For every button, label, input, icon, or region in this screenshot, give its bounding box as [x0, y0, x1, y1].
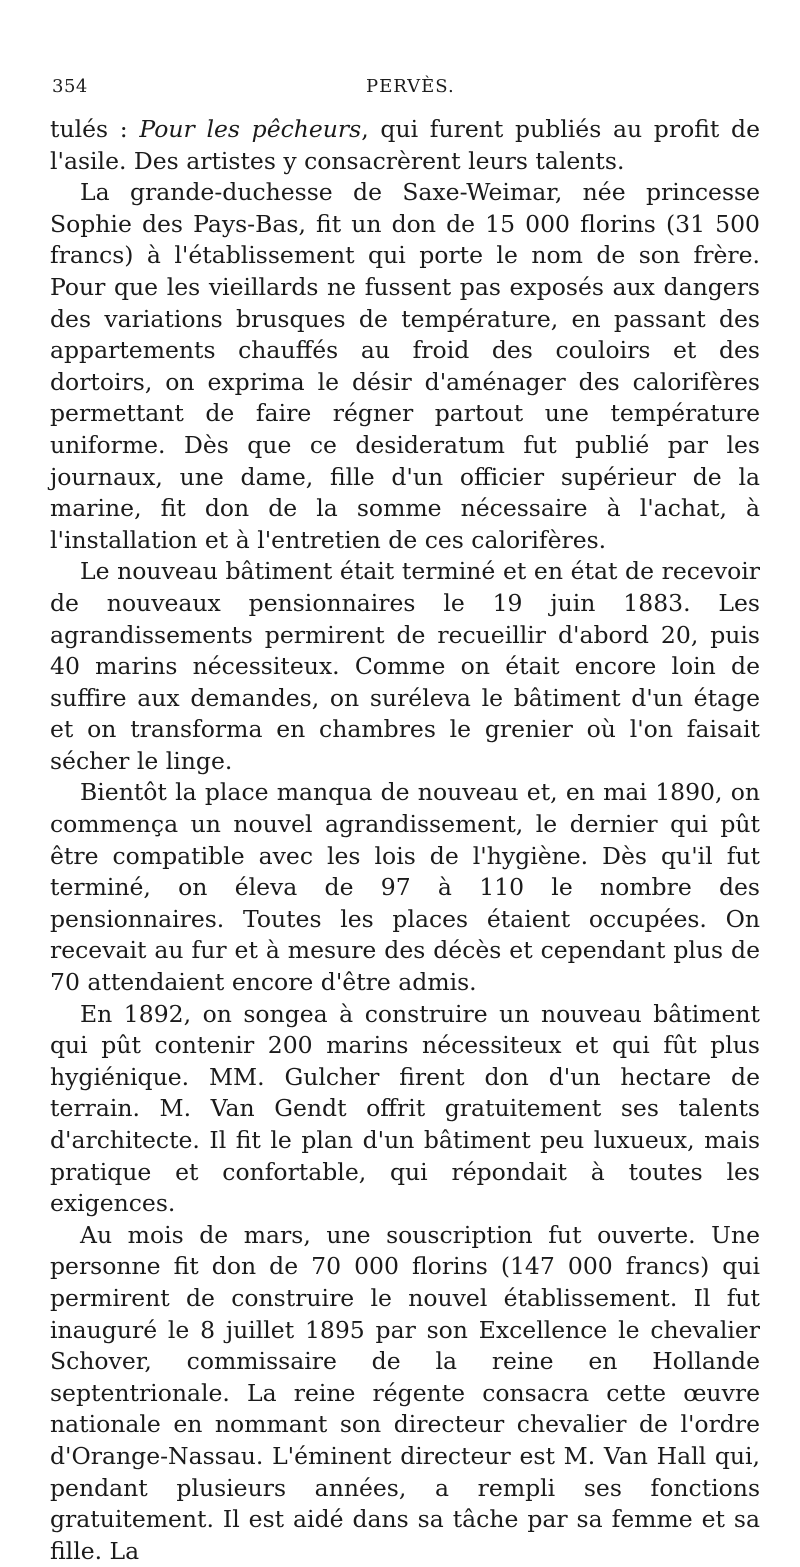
paragraph-1-rest: , qui furent publiés au profit de l'asile. Des artistes y consacrèrent leurs talents. [50, 115, 760, 175]
paragraph-1 [50, 114, 760, 177]
body-text [50, 114, 760, 1567]
paragraph-3: Le nouveau bâtiment était terminé et en état de recevoir de nouveaux pensionnaires le 19 juin 1883. Les agrandissements permirent de recueillir d'abord 20, puis 40 marins nécessiteux. Comme on était encore loin de suffire aux demandes, on suréleva le bâtiment d'un étage et on transforma en chambres le grenier où l'on faisait sécher le linge. [50, 557, 760, 775]
paragraph-2: La grande-duchesse de Saxe-Weimar, née princesse Sophie des Pays-Bas, fit un don de 15 000 florins (31 500 francs) à l'établissement qui porte le nom de son frère. Pour que les vieillards ne fussent pas exposés aux dangers des variations brusques de température, en passant des appartements chauffés au froid des couloirs et des dortoirs, on exprima le désir d'aménager des calorifères permettant de faire régner partout une température uniforme. Dès que ce desideratum fut publié par les journaux, une dame, fille d'un officier supérieur de la marine, fit don de la somme nécessaire à l'achat, à l'installation et à l'entretien de ces calorifères. [50, 178, 760, 554]
page-header [50, 68, 760, 108]
running-title: PERVÈS. [366, 76, 455, 97]
paragraph-4: Bientôt la place manqua de nouveau et, en mai 1890, on commença un nouvel agrandissement, le dernier qui pût être compatible avec les lois de l'hygiène. Dès qu'il fut terminé, on éleva de 97 à 110 le nombre des pensionnaires. Toutes les places étaient occupées. On recevait au fur et à mesure des décès et cependant plus de 70 attendaient encore d'être admis. [50, 778, 760, 997]
italic-title: Pour les pêcheurs [139, 115, 362, 143]
paragraph-6: Au mois de mars, une souscription fut ouverte. Une personne fit don de 70 000 florins (147 000 francs) qui permirent de construire le nouvel établissement. Il fut inauguré le 8 juillet 1895 par son Excellence le chevalier Schover, commissaire de la reine en Hollande septentrionale. La reine régente consacra cette œuvre nationale en nommant son directeur chevalier de l'ordre d'Orange-Nassau. L'éminent directeur est M. Van Hall qui, pendant plusieurs années, a rempli ses fonctions gratuitement. Il est aidé dans sa tâche par sa femme et sa fille. La [50, 1220, 760, 1565]
book-page [50, 68, 760, 1567]
paragraph-5: En 1892, on songea à construire un nouveau bâtiment qui pût contenir 200 marins nécessiteux et qui fût plus hygiénique. MM. Gulcher firent don d'un hectare de terrain. M. Van Gendt offrit gratuitement ses talents d'architecte. Il fit le plan d'un bâtiment peu luxueux, mais pratique et confortable, qui répondait à toutes les exigences. [50, 999, 760, 1218]
page-number: 354 [52, 76, 88, 97]
paragraph-1-lead: tulés : [50, 115, 140, 143]
